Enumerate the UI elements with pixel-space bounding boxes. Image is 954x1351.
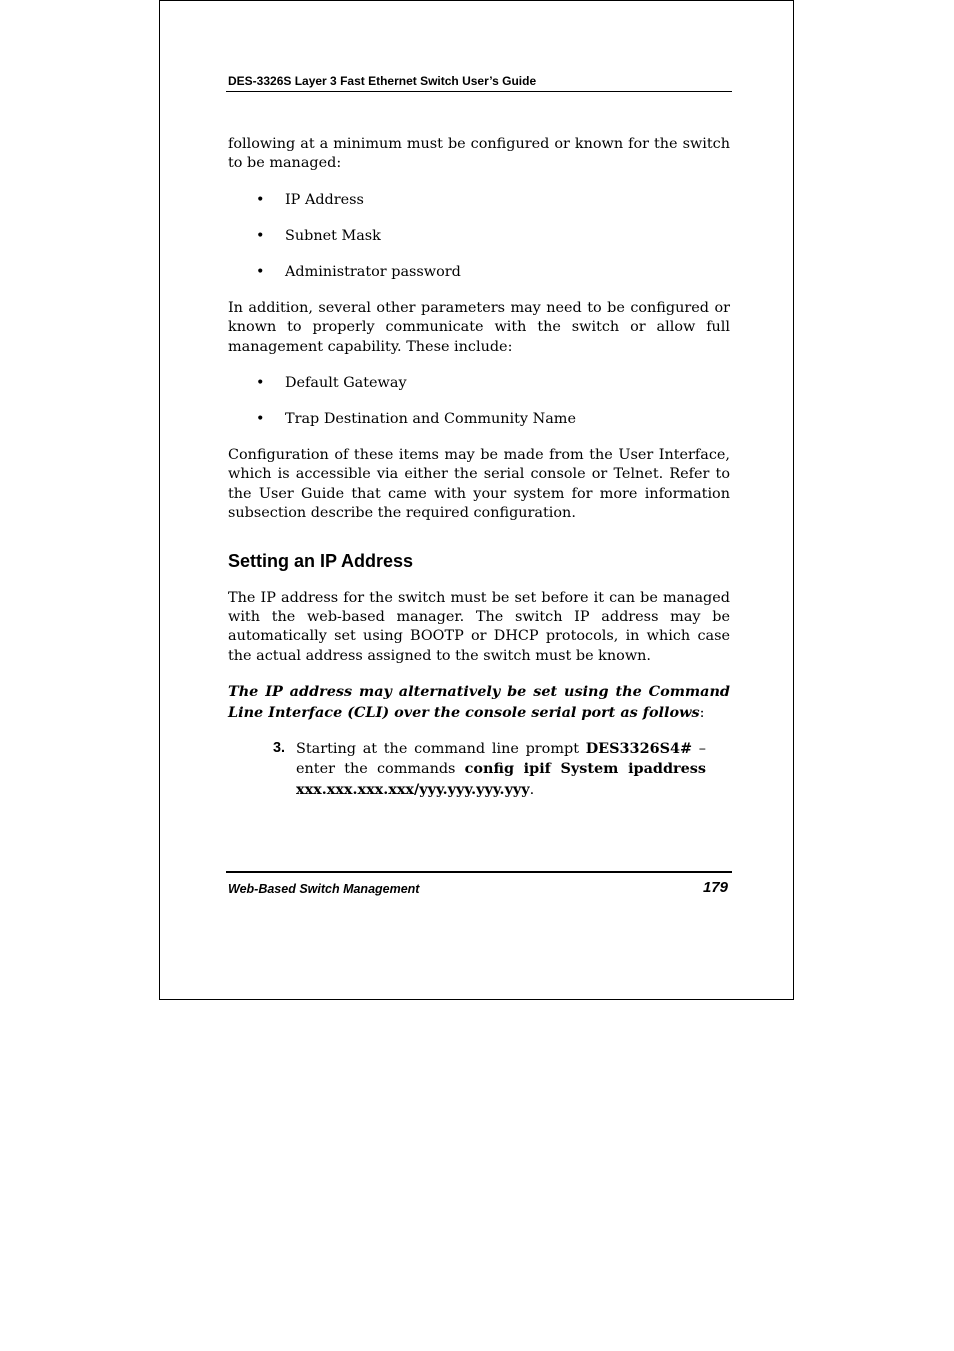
header-rule	[226, 91, 732, 92]
list-item: • Trap Destination and Community Name	[228, 410, 730, 429]
list-item: • Subnet Mask	[228, 227, 730, 246]
list-item: • Default Gateway	[228, 374, 730, 393]
bullet-icon: •	[256, 191, 265, 208]
bullet-icon: •	[256, 264, 265, 281]
configuration-paragraph: Configuration of these items may be made from the User Interface, which is accessible via either the serial console or Telnet. Refer to the User Guide that came with your system for more information subsection describe the required configuration.	[228, 446, 730, 521]
step-item: 3. Starting at the command line prompt DES3326S4# – enter the commands config ipif System ipaddress xxx.xxx.xxx.xxx/yyy.yyy.yyy.yyy.	[273, 739, 706, 798]
ip-address-paragraph: The IP address for the switch must be set before it can be managed with the web-based manager. The switch IP address may be automatically set using BOOTP or DHCP protocols, in which case the actual address assigned to the switch must be known.	[228, 589, 730, 664]
list-item: • Administrator password	[228, 263, 730, 282]
section-heading: Setting an IP Address	[228, 551, 414, 572]
optional-items-list	[228, 374, 730, 430]
bullet-icon: •	[256, 374, 265, 391]
intro-paragraph: following at a minimum must be configured or known for the switch to be managed:	[228, 136, 730, 172]
required-items-list	[228, 191, 730, 283]
cli-note-emphasis: The IP address may alternatively be set using the Command Line Interface (CLI) over the console serial port as follows	[228, 683, 730, 721]
page-number: 179	[702, 879, 728, 896]
footer-rule	[226, 871, 732, 873]
additional-parameters-paragraph: In addition, several other parameters may need to be configured or known to properly communicate with the switch or allow full management capability. These include:	[228, 299, 730, 355]
bullet-icon: •	[256, 411, 265, 428]
cli-note-paragraph: The IP address may alternatively be set using the Command Line Interface (CLI) over the console serial port as follows:	[228, 683, 730, 721]
step-number: 3.	[273, 739, 286, 756]
running-header: DES-3326S Layer 3 Fast Ethernet Switch User’s Guide	[228, 74, 537, 88]
cli-command: config ipif System ipaddress xxx.xxx.xxx.xxx/yyy.yyy.yyy.yyy	[296, 760, 706, 798]
cli-prompt: DES3326S4#	[585, 739, 693, 757]
bullet-icon: •	[256, 227, 265, 244]
list-item: • IP Address	[228, 191, 730, 210]
running-footer: Web-Based Switch Management	[228, 882, 420, 896]
page-body	[228, 135, 730, 800]
